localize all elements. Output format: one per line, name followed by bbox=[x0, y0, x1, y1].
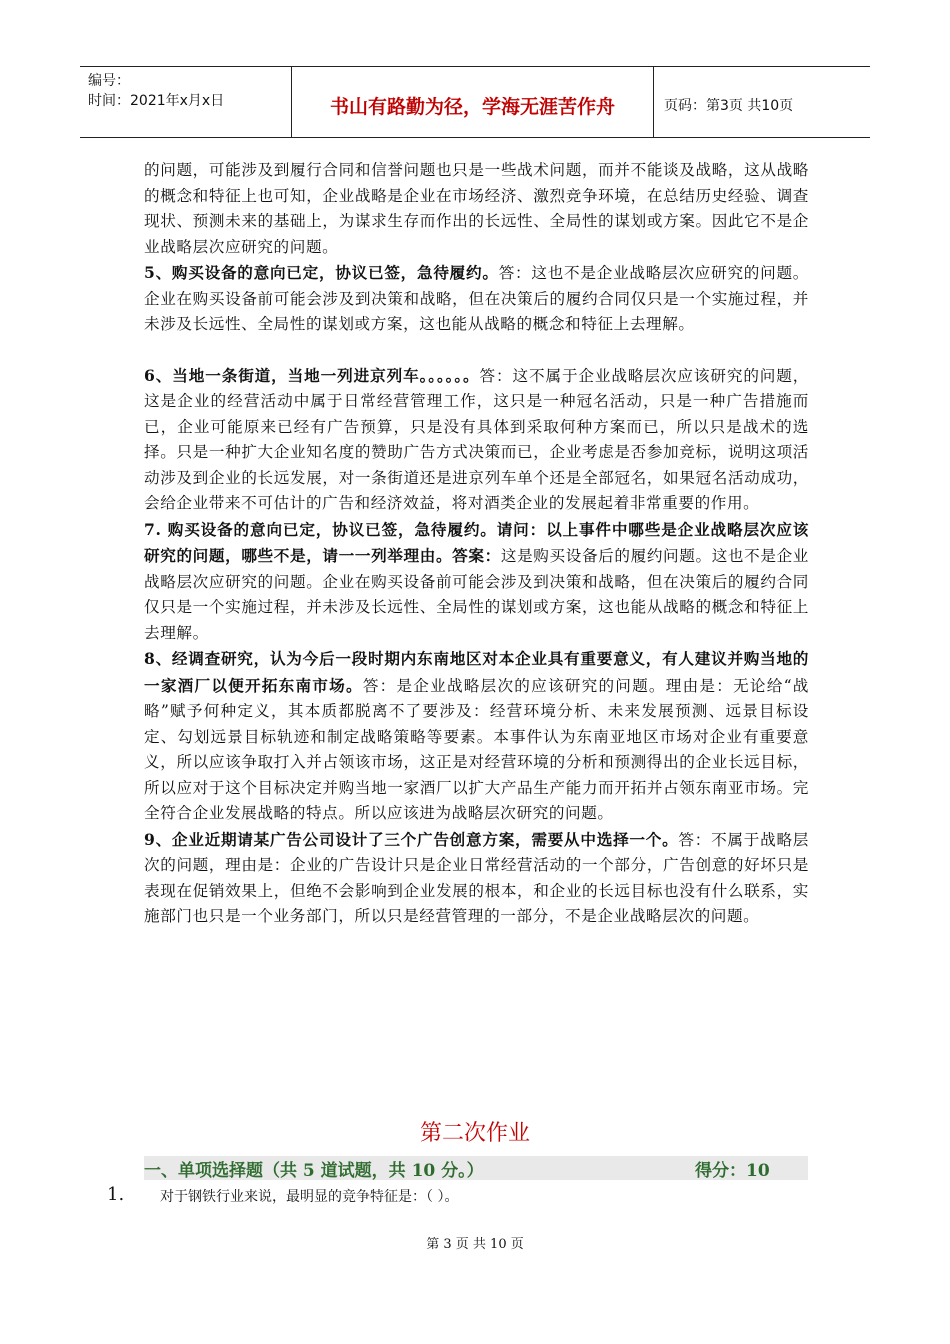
question-number: 1. bbox=[107, 1184, 125, 1205]
paragraph-gap bbox=[144, 338, 809, 363]
number-label: 编号： bbox=[88, 73, 130, 89]
item-8-answer: 答：是企业战略层次的应该研究的问题。理由是：无论给“战略”赋予何种定义，其本质都脱离不了要涉及：经营环境分析、未来发展预测、远景目标设定、勾划远景目标轨迹和制定战略策略等要素。本事件认为东南亚地区市场对企业有重要意义，所以应该争取打入并占领该市场，这正是对经营环境的分析和预测得出的企业长远目标，所以应对于这个目标决定并购当地一家酒厂以扩大产品生产能力而开拓并占领东南亚市场。完全符合企业发展战略的特点。所以应该进为战略层次研究的问题。 bbox=[144, 676, 809, 822]
document-header bbox=[80, 66, 870, 138]
paragraph-continued: 的问题，可能涉及到履行合同和信誉问题也只是一些战术问题，而并不能谈及战略，这从战略的概念和特征上也可知，企业战略是企业在市场经济、激烈竞争环境，在总结历史经验、调查现状、预测未来的基础上，为谋求生存而作出的长远性、全局性的谋划或方案。因此它不是企业战略层次应研究的问题。 bbox=[144, 161, 809, 256]
question-text: 对于钢铁行业来说，最明显的竞争特征是：（ ）。 bbox=[160, 1189, 459, 1205]
paragraph-item-8 bbox=[144, 646, 809, 827]
time-label: 时间：2021年x月x日 bbox=[88, 93, 225, 109]
page-footer: 第 3 页 共 10 页 bbox=[426, 1237, 524, 1252]
item-8-heading: 8、经调查研究，认为今后一段时期内东南地区对本企业具有重要意义，有人建议并购当地的一家酒厂以便开拓东南市场。 bbox=[144, 649, 809, 695]
score-label: 得分：10 bbox=[695, 1160, 770, 1181]
document-body bbox=[144, 158, 809, 930]
paragraph-item-7 bbox=[144, 517, 809, 647]
section-subheading bbox=[144, 1156, 808, 1180]
paragraph-item-9 bbox=[144, 827, 809, 930]
item-5-heading: 5、购买设备的意向已定，协议已签，急待履约。 bbox=[144, 263, 499, 282]
header-meta bbox=[80, 67, 292, 137]
item-7-answer: 这是购买设备后的履约问题。这也不是企业战略层次应研究的问题。企业在购买设备前可能会涉及到决策和战略，但在决策后的履约合同仅只是一个实施过程，并未涉及长远性、全局性的谋划或方案，这也能从战略的概念和特征上去理解。 bbox=[144, 547, 809, 642]
item-6-answer: 答：这不属于企业战略层次应该研究的问题，这是企业的经营活动中属于日常经营管理工作，这只是一种冠名活动，只是一种广告措施而已，企业可能原来已经有广告预算，只是没有具体到采取何种方案而已，所以只是战术的选择。只是一种扩大企业知名度的赞助广告方式决策而已，企业考虑是否参加竞标，说明这项活动涉及到企业的长远发展，对一条街道还是进京列车单个还是全部冠名，如果冠名活动成功，会给企业带来不可估计的广告和经济效益，将对酒类企业的发展起着非常重要的作用。 bbox=[144, 366, 809, 512]
header-motto: 书山有路勤为径，学海无涯苦作舟 bbox=[292, 67, 654, 137]
item-5-answer: 答：这也不是企业战略层次应研究的问题。企业在购买设备前可能会涉及到决策和战略，但在决策后的履约合同仅只是一个实施过程，并未涉及长远性、全局性的谋划或方案，这也能从战略的概念和特征上去理解。 bbox=[144, 264, 809, 333]
section-title: 第二次作业 bbox=[419, 1121, 530, 1146]
paragraph-item-6 bbox=[144, 363, 809, 517]
header-page-code: 页码：第3页 共10页 bbox=[664, 98, 794, 114]
item-9-answer: 答：不属于战略层次的问题，理由是：企业的广告设计只是企业日常经营活动的一个部分，广告创意的好坏只是表现在促销效果上，但绝不会影响到企业发展的根本，和企业的长远目标也没有什么联系，实施部门也只是一个业务部门，所以只是经营管理的一部分，不是企业战略层次的问题。 bbox=[144, 830, 809, 925]
subheading-text: 一、单项选择题（共 5 道试题，共 10 分。） bbox=[144, 1160, 484, 1181]
item-7-heading: 7. 购买设备的意向已定，协议已签，急待履约。请问：以上事件中哪些是企业战略层次应该研究的问题，哪些不是，请一一列举理由。答案： bbox=[144, 519, 809, 565]
item-9-heading: 9、企业近期请某广告公司设计了三个广告创意方案，需要从中选择一个。 bbox=[144, 829, 679, 849]
paragraph-item-5 bbox=[144, 260, 809, 338]
item-6-heading: 6、当地一条街道，当地一列进京列车。。。。。。 bbox=[144, 365, 480, 385]
